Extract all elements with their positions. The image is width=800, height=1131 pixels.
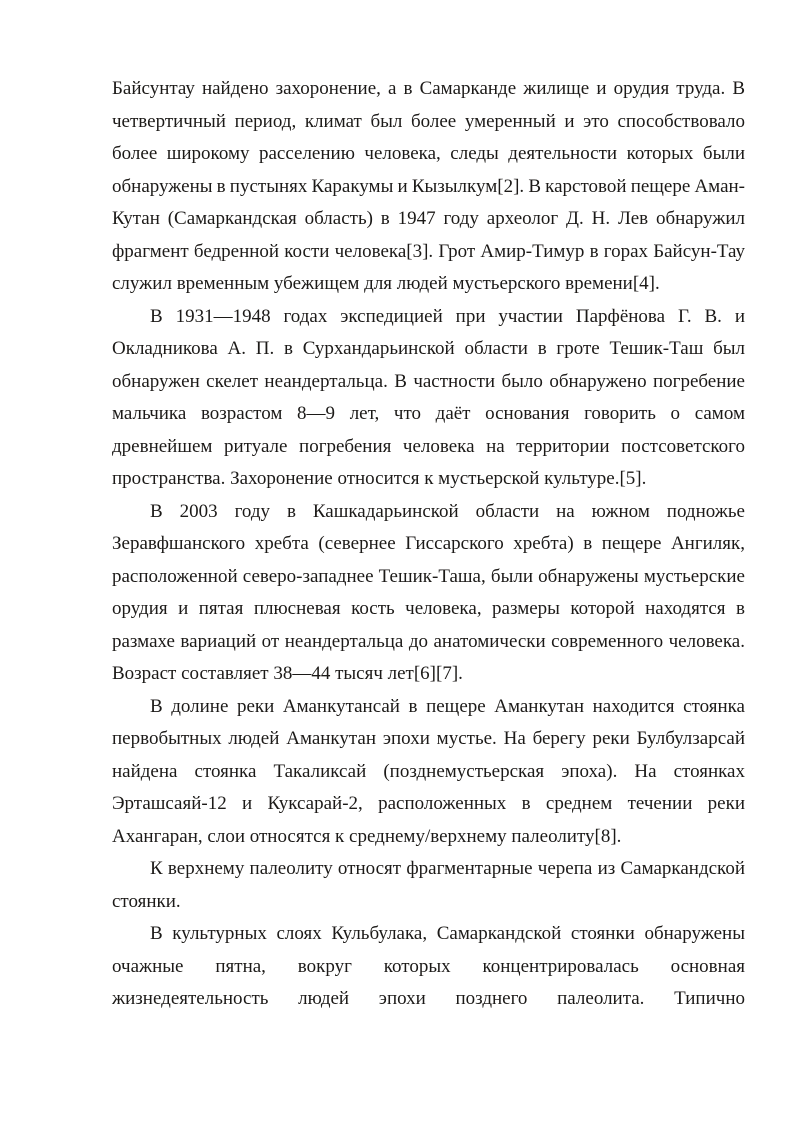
text-line — [112, 528, 745, 561]
text-block — [112, 73, 745, 1016]
text-line — [112, 983, 745, 1016]
text-line — [112, 756, 745, 789]
text-line — [112, 431, 745, 464]
text-line — [112, 918, 745, 951]
text-line-content: Ахангаран, слои относятся к среднему/верхнему палеолиту[8]. — [112, 825, 622, 847]
text-line — [112, 561, 745, 594]
text-line — [112, 203, 745, 236]
text-line-content: древнейшем ритуале погребения человека на территории постсоветского — [112, 435, 745, 457]
text-line — [112, 723, 745, 756]
text-line — [112, 398, 745, 431]
text-line-content: служил временным убежищем для людей мустьерского времени[4]. — [112, 273, 660, 294]
text-line — [112, 593, 745, 626]
text-line — [112, 138, 745, 171]
text-line-content: четвертичный период, климат был более умеренный и это способствовало — [112, 110, 745, 132]
text-line — [112, 171, 745, 204]
text-line — [112, 496, 745, 529]
text-line-content: Зеравфшанского хребта (севернее Гиссарского хребта) в пещере Ангиляк, — [112, 533, 745, 554]
text-line — [112, 333, 745, 366]
text-line-content: пространства. Захоронение относится к мустьерской культуре.[5]. — [112, 468, 647, 489]
text-line-content: жизнедеятельность людей эпохи позднего палеолита. Типично — [112, 988, 745, 1009]
text-line-content: очажные пятна, вокруг которых концентрировалась основная — [112, 955, 745, 977]
text-line-content: Окладникова А. П. в Сурхандарьинской области в гроте Тешик-Таш был — [112, 338, 745, 359]
text-line — [112, 463, 745, 496]
text-line-content: В культурных слоях Кульбулака, Самаркандской стоянки обнаружены — [150, 923, 745, 944]
text-line — [112, 236, 745, 269]
text-line-content: В 2003 году в Кашкадарьинской области на южном подножье — [150, 500, 745, 522]
text-line-content: К верхнему палеолиту относят фрагментарные черепа из Самаркандской — [150, 858, 745, 879]
text-line-content: более широкому расселению человека, следы деятельности которых были — [112, 143, 745, 164]
text-line-content: размахе вариаций от неандертальца до анатомически современного человека. — [112, 630, 745, 652]
text-line — [112, 301, 745, 334]
text-line-content: обнаружен скелет неандертальца. В частности было обнаружено погребение — [112, 370, 745, 392]
text-line-content: расположенной северо-западнее Тешик-Таша, были обнаружены мустьерские — [112, 565, 745, 587]
text-line-content: стоянки. — [112, 890, 181, 912]
text-line-content: Возраст составляет 38—44 тысяч лет[6][7]. — [112, 663, 463, 684]
text-line — [112, 658, 745, 691]
text-line-content: Байсунтау найдено захоронение, а в Самарканде жилище и орудия труда. В — [112, 78, 745, 99]
text-line-content: В 1931—1948 годах экспедицией при участии Парфёнова Г. В. и — [150, 305, 745, 327]
text-line — [112, 73, 745, 106]
text-line — [112, 268, 745, 301]
text-line-content: Кутан (Самаркандская область) в 1947 году археолог Д. Н. Лев обнаружил — [112, 208, 745, 229]
text-line-content: Эрташсаяй-12 и Куксарай-2, расположенных в среднем течении реки — [112, 793, 745, 814]
text-line-content: фрагмент бедренной кости человека[3]. Грот Амир-Тимур в горах Байсун-Тау — [112, 240, 745, 262]
text-line-content: мальчика возрастом 8—9 лет, что даёт основания говорить о самом — [112, 403, 745, 424]
text-line — [112, 106, 745, 139]
text-line — [112, 626, 745, 659]
text-line — [112, 691, 745, 724]
text-line — [112, 788, 745, 821]
text-line-content: В долине реки Аманкутансай в пещере Аманкутан находится стоянка — [150, 695, 745, 717]
text-line-content: орудия и пятая плюсневая кость человека, размеры которой находятся в — [112, 598, 745, 619]
text-line — [112, 853, 745, 886]
text-line-content: первобытных людей Аманкутан эпохи мустье. На берегу реки Булбулзарсай — [112, 728, 745, 749]
text-line-content: найдена стоянка Такаликсай (позднемустьерская эпоха). На стоянках — [112, 760, 745, 782]
text-line — [112, 886, 745, 919]
text-line-content: обнаружены в пустынях Каракумы и Кызылкум[2]. В карстовой пещере Аман- — [112, 175, 746, 197]
text-line — [112, 821, 745, 854]
text-line — [112, 951, 745, 984]
text-line — [112, 366, 745, 399]
